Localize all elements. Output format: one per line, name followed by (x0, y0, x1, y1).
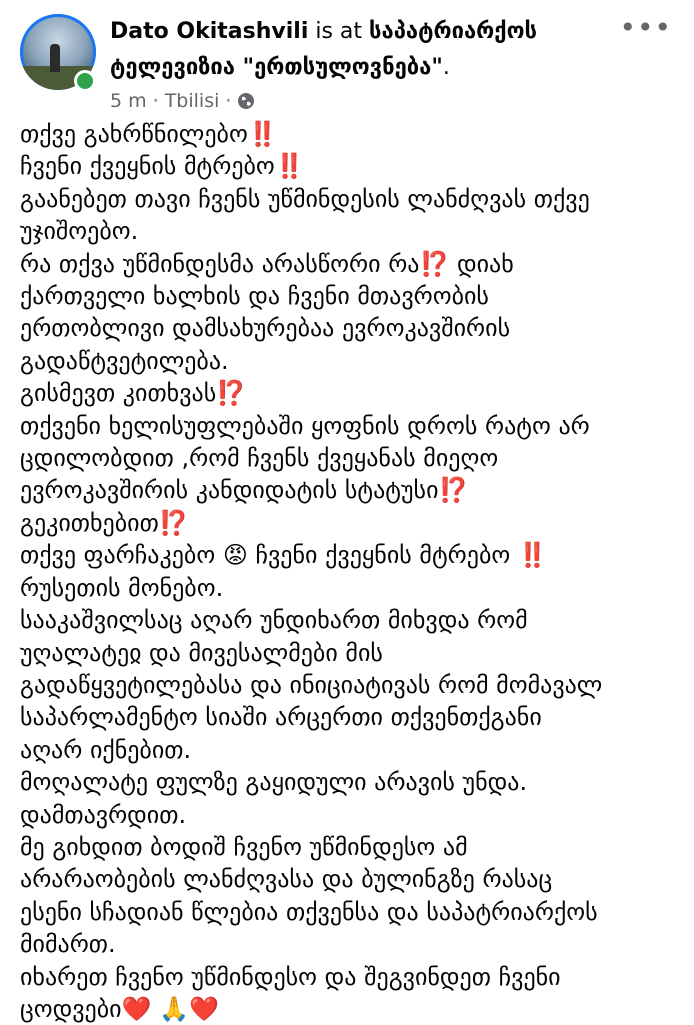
post-body-line: დამთავრდით. (20, 800, 187, 829)
post-body-line: გაანებეთ თავი ჩვენს უწმინდესის ლანძღვას თქვე (20, 184, 590, 213)
avatar[interactable] (20, 14, 96, 90)
post-body-line: იხარეთ ჩვენო უწმინდესო და შეგვინდეთ ჩვენი (20, 962, 561, 991)
post-place[interactable]: Tbilisi (164, 90, 220, 112)
post-body-line: საპარლამენტო სიაში არცერთი თქვენთქგანი (20, 703, 542, 732)
post-body-line: სააკაშვილსაც აღარ უნდიხართ მიხვდა რომ (20, 606, 528, 635)
post-body-line: გადაწტვეტილება. (20, 346, 229, 375)
location-name-line1[interactable]: საპატრიარქოს (369, 19, 538, 44)
post-body (20, 118, 680, 1025)
post-body-line: არარაობების ლანძღვასა და ბულინგზე რასაც (20, 865, 553, 894)
post-body-line: ევროკავშირის კანდიდატის სტატუსი⁉️ (20, 476, 469, 505)
post-body-line: მიმართ. (20, 930, 116, 959)
post-body-line: ჩვენი ქვეყნის მტრებო‼️ (20, 152, 305, 181)
globe-icon[interactable] (237, 92, 255, 110)
post-meta (110, 90, 255, 112)
post-body-line: ესენი სჩადიან წლებია თქვენსა და საპატრიარქოს (20, 897, 598, 926)
post-body-line: თქვე ფარჩაკებო 😡 ჩვენი ქვეყნის მტრებო ‼️ (20, 541, 548, 570)
author-name[interactable]: Dato Okitashvili (110, 19, 309, 44)
post-body-line: თქვენი ხელისუფლებაში ყოფნის დროს რატო არ (20, 411, 590, 440)
meta-separator-2: · (225, 90, 232, 112)
post-body-line: მოღალატე ფულზე გაყიდული არავის უნდა. (20, 768, 528, 797)
meta-separator: · (152, 90, 159, 112)
post-body-line: უღალატეჲ და მივესალმები მის (20, 638, 383, 667)
post-body-line: გეკითხებით⁉️ (20, 508, 189, 537)
post-body-line: ცდილობდით ,რომ ჩვენს ქვეყანას მიეღო (20, 444, 499, 473)
post-body-line: გადაწყვეტილებასა და ინიციატივას რომ მომავალ (20, 670, 603, 699)
post-body-line: გისმევთ კითხვას⁉️ (20, 379, 247, 408)
more-horizontal-icon[interactable]: ••• (619, 11, 672, 44)
post-title (110, 14, 640, 86)
post-body-line: რუსეთის მონებო. (20, 573, 224, 602)
online-status-dot (74, 70, 96, 92)
post-body-line: თქვე გახრწნილებო‼️ (20, 120, 278, 148)
post-body-line: მე გიხდით ბოდიშ ჩვენო უწმინდესო ამ (20, 832, 468, 861)
post-body-line: ერთობლივი დამსახურებაა ევროკავშირის (20, 314, 511, 343)
checkin-connector: is at (308, 19, 370, 44)
post-body-line: ცოდვები❤️ 🙏❤️ (20, 994, 219, 1023)
post-body-line: რა თქვა უწმინდესმა არასწორი რა⁉️ დიახ (20, 249, 514, 278)
post-body-line: აღარ იქნებით. (20, 735, 192, 764)
post-timestamp[interactable]: 5 m (110, 90, 147, 112)
location-name-line2[interactable]: ტელევიზია "ერთსულოვნება" (110, 55, 443, 80)
post-header (0, 0, 694, 118)
post-body-line: უჯიშოებო. (20, 217, 139, 246)
post-body-line: ქართველი ხალხის და ჩვენი მთავრობის (20, 282, 489, 311)
title-period: . (442, 55, 450, 80)
